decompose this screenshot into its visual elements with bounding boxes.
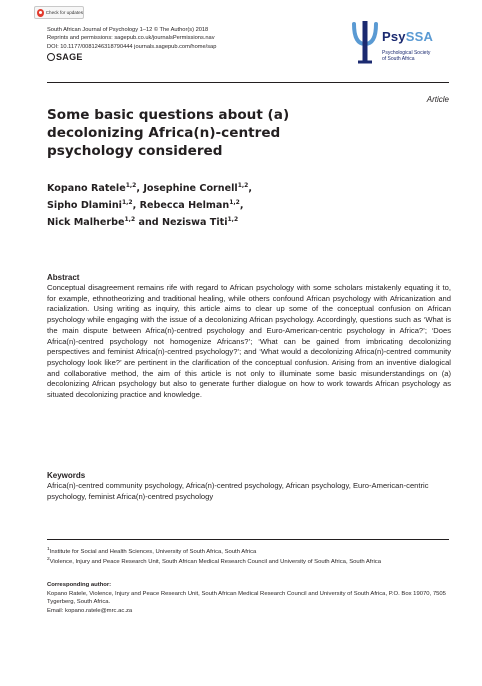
author-separator: , xyxy=(239,200,244,212)
affiliations xyxy=(47,546,451,567)
author-separator: , xyxy=(136,183,144,195)
society-acronym xyxy=(382,29,433,44)
abstract-heading: Abstract xyxy=(47,273,80,282)
journal-citation: South African Journal of Psychology 1–12 © The Author(s) 2018 xyxy=(47,27,209,33)
affiliation-item xyxy=(47,546,451,556)
journal-meta xyxy=(47,26,216,51)
footnote-divider xyxy=(47,539,449,540)
author-affil-sup: 1,2 xyxy=(124,216,136,224)
psi-icon xyxy=(350,20,380,64)
corresponding-author-details xyxy=(47,590,451,615)
psyssa-logo xyxy=(350,20,450,70)
corresponding-email[interactable]: Email: kopano.ratele@mrc.ac.za xyxy=(47,607,133,614)
author-affil-sup: 1,2 xyxy=(121,199,133,207)
doi-line: DOI: 10.1177/0081246318790444 journals.sagepub.com/home/sap xyxy=(47,43,217,50)
society-acronym-a: Psy xyxy=(382,29,406,44)
affiliation-text: Institute for Social and Health Sciences, University of South Africa, South Africa xyxy=(49,548,257,555)
sage-mark-icon xyxy=(47,53,55,61)
author-affil-sup: 1,2 xyxy=(229,199,240,207)
author-name: Sipho Dlamini xyxy=(47,200,122,212)
society-desc-line2: of South Africa xyxy=(382,56,415,62)
author-name: Rebecca Helman xyxy=(139,200,230,212)
society-acronym-b: SSA xyxy=(405,29,434,44)
sage-logo xyxy=(47,52,83,62)
affiliation-text: Violence, Injury and Peace Research Unit, South African Medical Research Council and University of South Africa, South Africa xyxy=(49,559,381,566)
affiliation-num: 1 xyxy=(47,547,50,552)
society-description xyxy=(382,50,430,62)
reprints-line: Reprints and permissions: sagepub.co.uk/journalsPermissions.nav xyxy=(47,35,215,42)
author-affil-sup: 1,2 xyxy=(237,182,249,189)
society-desc-line1: Psychological Society xyxy=(382,50,431,56)
article-title: Some basic questions about (a) decolonizing Africa(n)-centred psychology considered xyxy=(47,107,290,159)
author-affil-sup: 1,2 xyxy=(125,182,137,189)
keywords-heading: Keywords xyxy=(47,471,86,480)
crossmark-icon xyxy=(37,9,44,17)
author-affil-sup: 1,2 xyxy=(227,216,239,224)
check-for-updates-label: Check for updates xyxy=(45,10,83,15)
article-type: Article xyxy=(426,95,449,104)
author-name: Josephine Cornell xyxy=(143,183,238,195)
header-divider xyxy=(47,82,449,83)
affiliation-item xyxy=(47,556,451,566)
keywords-text: Africa(n)-centred community psychology, Africa(n)-centred psychology, African psychology, Euro-American-centric psychology, feminist Africa(n)-centred psychology xyxy=(47,481,429,501)
author-separator: , xyxy=(132,200,140,212)
author-name: Neziswa Titi xyxy=(161,217,228,229)
affiliation-num: 2 xyxy=(47,557,50,563)
author-name: Kopano Ratele xyxy=(47,183,126,195)
publisher-name: SAGE xyxy=(56,52,83,62)
abstract-text: Conceptual disagreement remains rife with regard to African psychology with some scholars mistakenly equating it to, for example, ethnotheorizing and traditional healing, while others confound African psychology with Africanization and racialization. Using writing as inquiry, this article aims to clear up some of the conceptual confusion on African psychology while engaging with the issue of a decolonizing African psychology. Accordingly, questions such as ‘What is the main dispute between Africa(n)-centred psychology and Euro-American-centric psychology in Africa?’; ‘Does Africa(n)-centred psychology not homogenize Africans?’; ‘What can be gained from imbricating decolonizing perspectives and feminist Africa(n)-centred psychology?’; and ‘What would a decolonizing Africa(n)-centred community psychology look like?’ are pertinent in the clarification of the conceptual confusion. Arising from an inventive dialogical and collaborative method, the aim of this article is not only to illuminate some basic misunderstandings on (a) decolonizing African psychology but also to generate further dialogue on how to work towards African psychology as situated decolonizing practice and knowledge. xyxy=(47,283,451,400)
author-list xyxy=(47,179,347,231)
corresponding-address: Kopano Ratele, Violence, Injury and Peace Research Unit, South African Medical Research Council and University of South Africa, P.O. Box 19070, 7505 Tygerberg, South Africa. xyxy=(47,591,446,606)
author-separator: , xyxy=(248,183,252,195)
author-separator: and xyxy=(135,217,162,229)
corresponding-author-heading: Corresponding author: xyxy=(47,582,112,588)
author-name: Nick Malherbe xyxy=(47,217,125,229)
check-for-updates-badge[interactable] xyxy=(34,6,84,19)
